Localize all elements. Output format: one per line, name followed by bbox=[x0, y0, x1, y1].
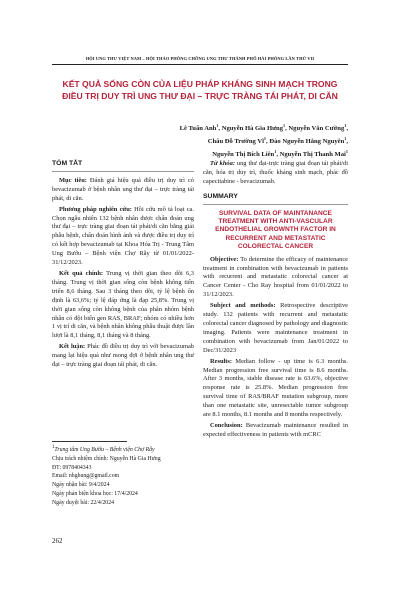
objective-paragraph: Mục tiêu: Đánh giá hiệu quả điều trị duy trì có bevacizumab ở bệnh nhân ung thư đại – trực tràng tái phát, di căn. bbox=[52, 176, 194, 202]
phone: ĐT: 0978404343 bbox=[52, 464, 92, 471]
results-paragraph: Kết quả chính: Trung vị thời gian theo dõi 6,3 tháng. Trung vị thời gian sống còn bệnh không tiến triển 8,6 tháng. Sau 3 tháng theo dõi, tỷ lệ bệnh ổn định là 63,6%; tỷ lệ đáp ứng là đạp 25,8%. Trung vị thời gian sống còn không bệnh của phân nhóm bệnh nhân có đột biến gen RAS, BRAF; nhóm có nhiều hơn 1 vị trí di căn, và bệnh nhân không phẫu thuật được lần lượt là 8,1 tháng, 8,1 tháng và 8 tháng. bbox=[52, 269, 194, 340]
footnote-divider bbox=[52, 441, 127, 442]
results-en-paragraph: Results: Median follow - up time is 6.3 months. Median progression free survival time is 8.6 months. After 3 months, stable disease rate is 63.6%, objective response rate is 25.8%. Median progression free survival time of RAS/BRAF mutation subgroup, more than one metastatic site, unresectable tumor subgroup are 8.1 months, 8.1 months and 8 months respectively. bbox=[203, 357, 348, 419]
corresponding-author: Chịu trách nhiệm chính: Nguyễn Hà Gia Hưng bbox=[52, 455, 161, 462]
page-number: 262 bbox=[52, 537, 63, 545]
summary-vi-heading: TÓM TẮT bbox=[52, 160, 194, 172]
title-line-2: ĐIỀU TRỊ DUY TRÌ UNG THƯ ĐẠI – TRỰC TRÀNG TÁI PHÁT, DI CĂN bbox=[62, 91, 338, 101]
footnote bbox=[52, 444, 194, 508]
methods-en-paragraph: Subject and methods: Retrospective descriptive study. 132 patients with recurrent and metastatic colorectal cancer diagnosed by pathology and diagnostic imaging. Patients were maintenance treatment in combination with bevacizumab from Jan/01/2022 to Dec/31/2023 bbox=[203, 302, 348, 354]
paper-title bbox=[58, 78, 342, 102]
date-reviewed: Ngày phản biện khoa học: 17/4/2024 bbox=[52, 490, 138, 497]
author-line-2: Châu Đỗ Trường $Vĩ^1$, Đào Nguyễn Hằng Nguyên$^1$, bbox=[207, 135, 348, 145]
conclusion-paragraph: Kết luận: Phác đồ điều trị duy trì với bevacizumab mang lại hiệu quả như mong đợi ở bệnh nhân ung thư đại – trực tràng giai đoạn tái phát, di căn. bbox=[52, 343, 194, 369]
objective-en-paragraph: Objective: To determine the efficacy of maintenance treatment in combination with bevacizumab in patients with recurrent and metastatic colorectal cancer at Cancer Center - Cho Ray hospital from 01/01/2022 to 31/12/2023. bbox=[203, 255, 348, 299]
methods-paragraph: Phương pháp nghiên cứu: Hồi cứu mô tả loạt ca. Chọn ngẫu nhiên 132 bệnh nhân được chẩn đoán ung thư đại – trực tràng giai đoạn tái phát/di căn bằng giải phẫu bệnh, chẩn đoán hình ảnh và được điều trị duy trì có kết hợp bevacizumab tại Khoa Hóa Trị - Trung Tâm Ung Bướu – Bệnh viện Chợ Rẫy từ 01/01/2022-31/12/2023. bbox=[52, 205, 194, 267]
keywords-paragraph: Từ khóa: ung thư đại-trực tràng giai đoạn tái phát/di căn, hóa trị duy trì, thuốc kháng sinh mạch, phác đồ capecitabine - bevacizumab. bbox=[203, 160, 348, 185]
english-abstract bbox=[203, 160, 348, 442]
title-line-1: KẾT QUẢ SỐNG CÒN CỦA LIỆU PHÁP KHÁNG SINH MẠCH TRONG bbox=[62, 79, 338, 89]
author-line-1: Lê Tuấn Anh$^1$, Nguyễn Hà Gia Hưng$^1$, Nguyễn Văn Cường$^1$, bbox=[179, 123, 348, 133]
english-title: SURVIVAL DATA OF MAINTANANCE TREATMENT WITH ANTI-VASCULAR ENDOTHELIAL GROWNTH FACTOR IN RECURRENT AND METASTATIC COLORECTAL CANCER bbox=[215, 209, 336, 251]
author-line-3: Nguyễn Thị Bích Liên$^1$, Nguyễn Thị Thanh Mai$^1$ bbox=[212, 148, 348, 158]
author-list bbox=[108, 121, 348, 159]
summary-en-heading: SUMMARY bbox=[203, 193, 348, 205]
date-received: Ngày nhận bài: 9/4/2024 bbox=[52, 482, 110, 489]
email: Email: nhghung@gmail.com bbox=[52, 473, 120, 480]
header-divider bbox=[52, 64, 348, 65]
vietnamese-abstract bbox=[52, 160, 194, 372]
affiliation: $^1$Trung tâm Ung Bướu – Bệnh viện Chợ Rẫy bbox=[52, 445, 155, 453]
conclusion-en-paragraph: Conclusion: Bevacizumab maintenance resulted in expected effectiveness in patients with mCRC bbox=[203, 421, 348, 438]
running-header: HỘI UNG THƯ VIỆT NAM – HỘI THẢO PHÒNG CHỐNG UNG THƯ THÀNH PHỐ HẢI PHÒNG LẦN THỨ VII bbox=[85, 56, 315, 61]
date-accepted: Ngày duyệt bài: 22/4/2024 bbox=[52, 499, 114, 506]
